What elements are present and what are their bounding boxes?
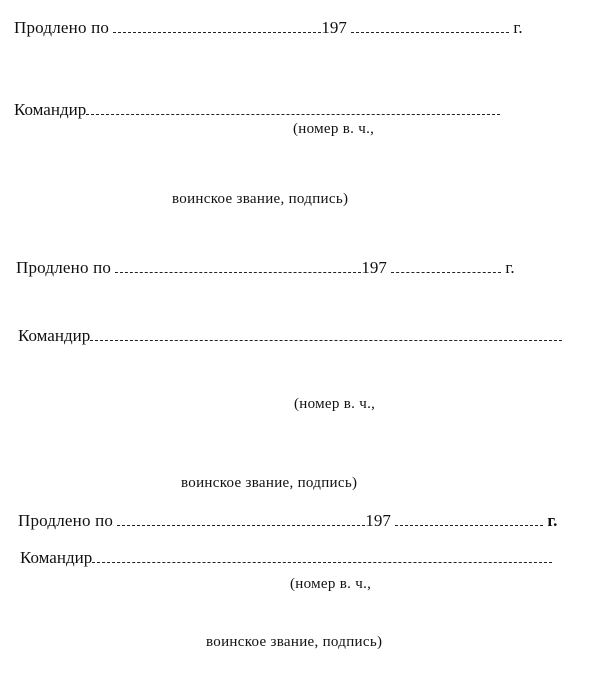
extended-line-3 [18, 511, 557, 531]
year-field[interactable] [391, 258, 501, 273]
extended-label: Продлено по [16, 258, 112, 277]
year-prefix: 197 [321, 18, 347, 37]
year-field[interactable] [351, 18, 509, 33]
commander-line-3 [20, 548, 552, 568]
commander-line-1 [14, 100, 500, 120]
caption-rank-signature: воинское звание, подпись) [172, 191, 349, 207]
caption-rank-signature: воинское звание, подпись) [181, 475, 358, 491]
caption-rank-signature: воинское звание, подпись) [206, 634, 383, 650]
caption-unit-number: (номер в. ч., [293, 121, 375, 137]
commander-label: Командир [14, 100, 87, 119]
commander-field[interactable] [86, 100, 500, 115]
extended-date-field[interactable] [117, 511, 365, 526]
year-prefix: 197 [365, 511, 391, 530]
caption-unit-number: (номер в. ч., [290, 576, 372, 592]
commander-field[interactable] [90, 326, 562, 341]
extended-line-2 [16, 258, 515, 278]
extended-label: Продлено по [18, 511, 114, 530]
year-suffix: г. [505, 258, 515, 277]
commander-label: Командир [18, 326, 91, 345]
commander-line-2 [18, 326, 562, 346]
commander-label: Командир [20, 548, 93, 567]
year-prefix: 197 [361, 258, 387, 277]
extended-line-1 [14, 18, 523, 38]
extended-label: Продлено по [14, 18, 110, 37]
caption-unit-number: (номер в. ч., [294, 396, 376, 412]
year-field[interactable] [395, 511, 543, 526]
extended-date-field[interactable] [113, 18, 321, 33]
year-suffix: г. [547, 511, 558, 530]
commander-field[interactable] [92, 548, 552, 563]
year-suffix: г. [513, 18, 523, 37]
extended-date-field[interactable] [115, 258, 361, 273]
